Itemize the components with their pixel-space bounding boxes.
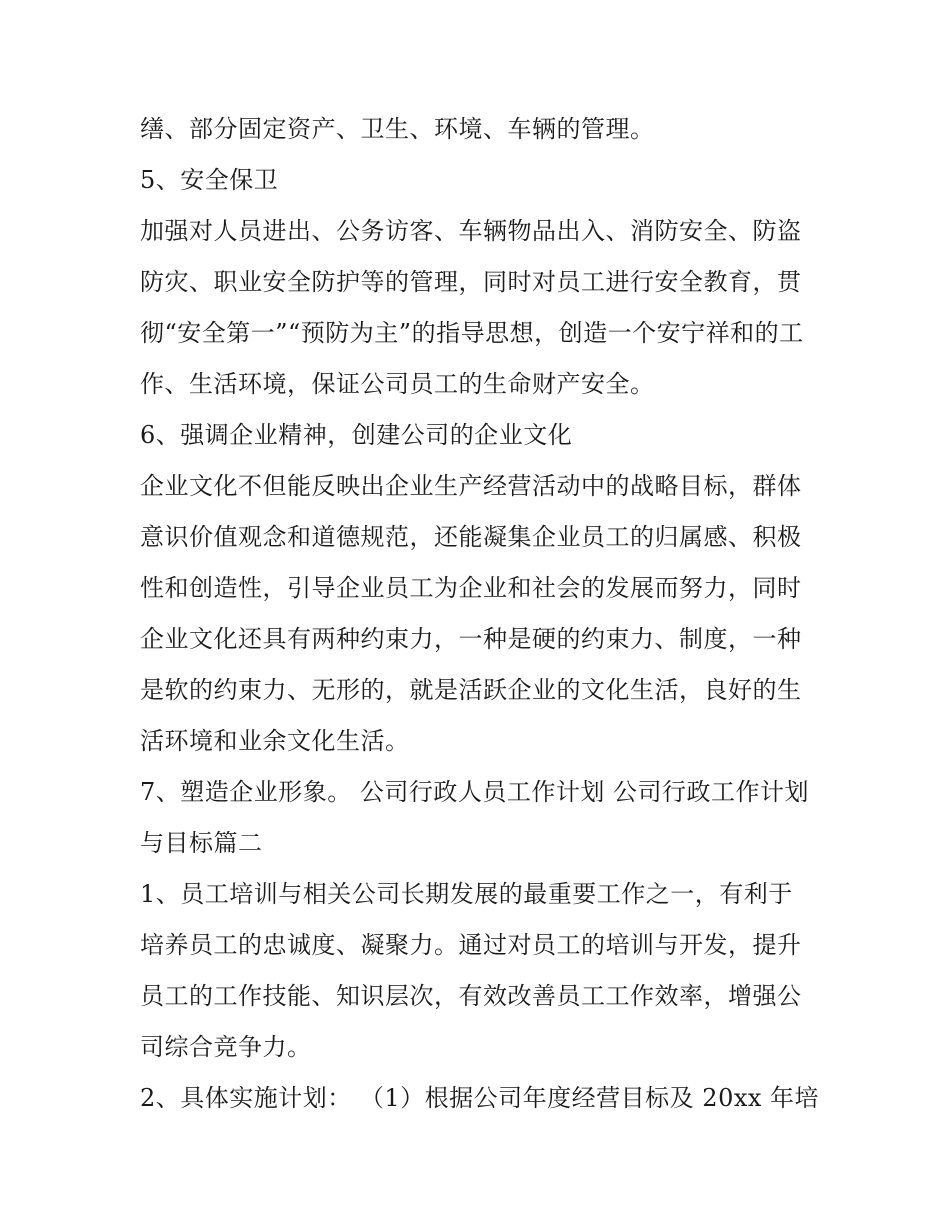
document-body [140,104,820,1124]
section-heading: 5、安全保卫 [140,166,279,194]
text-line: 加强对人员进出、公务访客、车辆物品出入、消防安全、防盗 [140,217,802,245]
text-line: 活环境和业余文化生活。 [140,727,410,755]
section-heading: 7、塑造企业形象。 公司行政人员工作计划 公司行政工作计划 [140,778,810,806]
text-line: 企业文化还具有两种约束力，一种是硬的约束力、制度，一种 [140,625,802,653]
text-line: 性和创造性，引导企业员工为企业和社会的发展而努力，同时 [140,574,802,602]
text-line: 员工的工作技能、知识层次，有效改善员工工作效率，增强公 [140,982,802,1010]
text-line: 与目标篇二 [140,829,263,857]
text-line: 企业文化不但能反映出企业生产经营活动中的战略目标，群体 [140,472,802,500]
text-line: 培养员工的忠诚度、凝聚力。通过对员工的培训与开发，提升 [140,931,802,959]
text-line: 缮、部分固定资产、卫生、环境、车辆的管理。 [140,115,655,143]
text-line: 意识价值观念和道德规范，还能凝集企业员工的归属感、积极 [140,523,802,551]
text-line: 是软的约束力、无形的，就是活跃企业的文化生活，良好的生 [140,676,802,704]
text-line: 防灾、职业安全防护等的管理，同时对员工进行安全教育，贯 [140,268,802,296]
section-heading: 6、强调企业精神，创建公司的企业文化 [140,421,573,449]
text-line: 作、生活环境，保证公司员工的生命财产安全。 [140,370,655,398]
text-line: 司综合竞争力。 [140,1033,312,1061]
text-line: 1、员工培训与相关公司长期发展的最重要工作之一，有利于 [140,880,793,908]
text-line: 2、具体实施计划： （1）根据公司年度经营目标及 20xx 年培 [140,1084,820,1112]
text-line: 彻“安全第一”“预防为主”的指导思想，创造一个安宁祥和的工 [140,319,804,347]
